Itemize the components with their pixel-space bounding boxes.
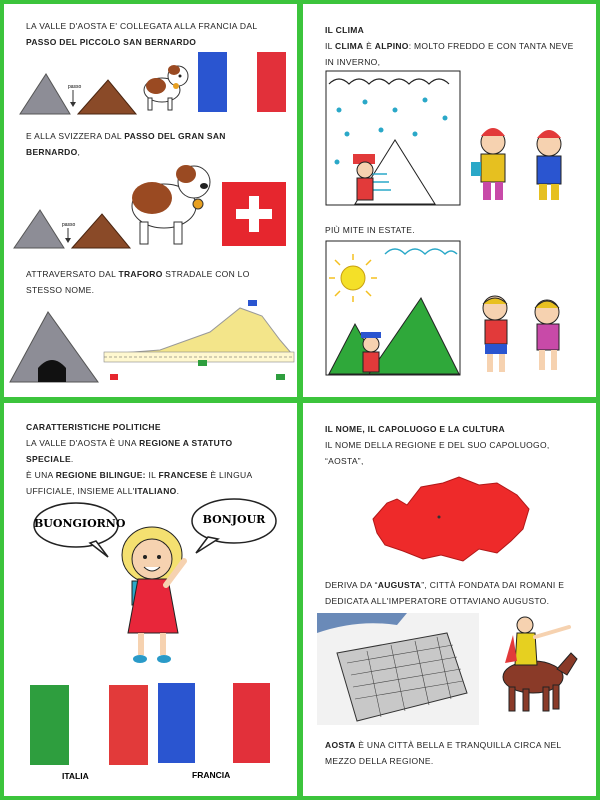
traforo-label: TRAFORO <box>118 269 163 279</box>
panel-passes <box>4 4 297 397</box>
text-fragment: IL NOME DELLA REGIONE E DEL SUO CAPOLUOGO, <box>325 440 550 450</box>
winter-children-icon <box>463 122 575 206</box>
text-fragment: PIÙ MITE IN ESTATE. <box>325 225 415 235</box>
bonjour-text: BONJOUR <box>202 513 266 526</box>
st-bernard-dog-large-icon <box>122 156 218 248</box>
alpino-label: ALPINO <box>374 41 409 51</box>
panel-climate <box>303 4 596 397</box>
tunnel-mountain-illustration <box>8 306 100 384</box>
passo-label: passo <box>68 84 82 90</box>
mountains-pass-illustration <box>18 70 138 118</box>
piccolo-san-bernardo-label: PASSO DEL PICCOLO SAN BERNARDO <box>26 37 197 47</box>
text-fragment: MEZZO DELLA REGIONE. <box>325 756 434 766</box>
italiano-label: ITALIANO <box>134 486 177 496</box>
text-fragment: ATTRAVERSATO DAL <box>26 269 116 279</box>
panel-politics <box>4 403 297 796</box>
italy-flag-icon <box>30 685 148 765</box>
text-fragment: E ALLA SVIZZERA DAL <box>26 131 122 141</box>
girl-waving-icon <box>108 521 204 671</box>
speciale-label: SPECIALE <box>26 454 71 464</box>
text-fragment: , <box>77 147 81 157</box>
winter-scene-illustration <box>325 70 461 206</box>
italia-label: ITALIA <box>62 771 89 781</box>
politics-heading: CARATTERISTICHE POLITICHE <box>26 422 161 432</box>
climate-heading: IL CLIMA <box>325 25 365 35</box>
aosta-label: AOSTA <box>325 740 356 750</box>
francia-label: FRANCIA <box>192 770 231 780</box>
francese-label: FRANCESE <box>158 470 208 480</box>
switzerland-flag-small-icon <box>110 374 118 380</box>
aosta-city-dot <box>438 516 441 519</box>
emperor-augustus-horse-icon <box>487 613 583 717</box>
name-heading: IL NOME, IL CAPOLUOGO E LA CULTURA <box>325 424 505 434</box>
text-fragment: DEDICATA ALL'IMPERATORE OTTAVIANO AUGUSTO. <box>325 596 550 606</box>
gran-san-bernardo-label-cont: BERNARDO <box>26 147 78 157</box>
aosta-region-map <box>367 469 533 569</box>
roman-city-illustration <box>317 613 479 725</box>
summer-children-icon <box>465 290 577 376</box>
regione-bilingue-label: REGIONE BILINGUE: <box>55 470 146 480</box>
text-fragment: DERIVA DA “ <box>325 580 378 590</box>
summer-text <box>325 222 581 238</box>
aosta-city-text <box>325 737 581 769</box>
name-text <box>325 421 581 469</box>
text-fragment: LA VALLE D'AOSTA È UNA <box>26 438 137 448</box>
text-fragment: È <box>366 41 373 51</box>
france-flag-small-icon <box>248 300 257 306</box>
augusta-label: AUGUSTA <box>377 580 422 590</box>
text-fragment: UFFICIALE, INSIEME ALL' <box>26 486 135 496</box>
italy-flag-small-icon <box>198 360 207 366</box>
mountains-pass-illustration-2 <box>12 204 132 252</box>
text-fragment: : MOLTO FREDDO E CON TANTA NEVE <box>408 41 574 51</box>
text-fragment: È UNA CITTÀ BELLA E TRANQUILLA CIRCA NEL <box>358 740 562 750</box>
summer-scene-illustration <box>325 240 461 376</box>
clima-label: CLIMA <box>335 41 364 51</box>
france-flag-large-icon <box>158 683 270 763</box>
italy-flag-small-icon-2 <box>276 374 285 380</box>
politics-text <box>26 419 278 499</box>
text-fragment: STESSO NOME. <box>26 285 95 295</box>
augusta-text <box>325 577 581 609</box>
france-flag-icon <box>198 52 286 112</box>
switzerland-flag-icon <box>222 182 286 246</box>
buongiorno-text: BUONGIORNO <box>34 517 126 530</box>
panel-name-culture <box>303 403 596 796</box>
text-fragment: È UNA <box>26 470 54 480</box>
tunnel-profile-diagram <box>100 296 296 388</box>
passo-label: passo <box>62 222 76 228</box>
gran-san-bernardo-label: PASSO DEL GRAN SAN <box>124 131 226 141</box>
text-fragment: STRADALE CON LO <box>165 269 250 279</box>
tunnel-text <box>26 266 278 298</box>
text-fragment: “AOSTA”, <box>325 456 364 466</box>
regione-statuto-label: REGIONE A STATUTO <box>139 438 233 448</box>
sun-icon <box>341 266 365 290</box>
text-fragment: ”, CITTÀ FONDATA DAI ROMANI E <box>421 580 565 590</box>
text-fragment: IL <box>325 41 333 51</box>
text-fragment: IL <box>148 470 156 480</box>
passes-text-france <box>26 18 278 50</box>
st-bernard-dog-icon <box>136 56 194 114</box>
text-fragment: . <box>70 454 74 464</box>
text-fragment: LA VALLE D'AOSTA E' COLLEGATA ALLA FRANCIA DAL <box>26 21 258 31</box>
text-fragment: È LINGUA <box>210 470 253 480</box>
climate-text <box>325 22 581 70</box>
text-fragment: . <box>176 486 180 496</box>
text-fragment: IN INVERNO, <box>325 57 381 67</box>
